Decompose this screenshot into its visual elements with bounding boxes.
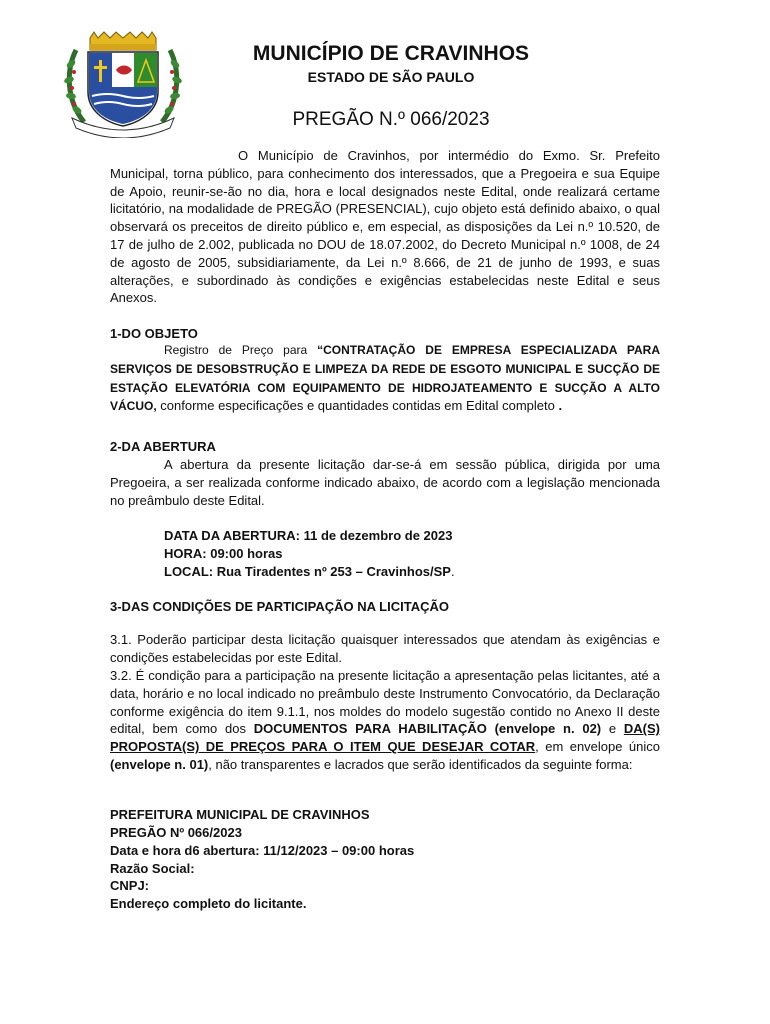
- opening-local-text: LOCAL: Rua Tiradentes nº 253 – Cravinhos/SP: [164, 564, 451, 579]
- item-3-2-text-a: 3.2. É condição para a participação na presente licitação a apresentação pelas licitantes, até a data, horário e no local indicado no preâmbulo deste Instrumento Convocatório, da Declaração conforme exigência do item 9.1.1, nos moldes do modelo sugestão contido no Anexo II deste edital, bem como dos: [110, 668, 660, 737]
- price-proposals: DA(S) PROPOSTA(S) DE PREÇOS PARA O ITEM QUE DESEJAR COTAR: [110, 721, 660, 755]
- envelope-line-5: CNPJ:: [110, 878, 150, 893]
- envelope-line-3: Data e hora d6 abertura: 11/12/2023 – 09:00 horas: [110, 843, 415, 858]
- envelope-line-6: Endereço completo do licitante.: [110, 896, 307, 911]
- municipality-title: MUNICÍPIO DE CRAVINHOS: [252, 42, 530, 65]
- envelope-number: (envelope n. 01): [110, 756, 209, 772]
- item-3-2-text-g: , não transparentes e lacrados que serão identificados da seguinte forma:: [208, 756, 633, 772]
- opening-paragraph: A abertura da presente licitação dar-se-á em sessão pública, dirigida por uma Pregoeira, a ser realizada conforme indicado abaixo, de acordo com a legislação mencionada no preâmbulo deste Edital.: [110, 457, 660, 508]
- section-3-heading: 3-DAS CONDIÇÕES DE PARTICIPAÇÃO NA LICITAÇÃO: [110, 599, 449, 614]
- state-subtitle: ESTADO DE SÃO PAULO: [307, 69, 475, 85]
- opening-hour: HORA: 09:00 horas: [164, 546, 283, 561]
- section-2-heading: 2-DA ABERTURA: [110, 439, 216, 454]
- opening-local-end: .: [450, 564, 455, 579]
- object-paragraph: [110, 341, 660, 416]
- municipal-crest-logo: [62, 30, 184, 138]
- intro-paragraph: O Município de Cravinhos, por intermédio do Exmo. Sr. Prefeito Municipal, torna público, para conhecimento dos interessados, que a Pregoeira e sua Equipe de Apoio, reunir-se-ão no dia, hora e local designados neste Edital, onde realizará certame licitatório, na modalidade de PREGÃO (PRESENCIAL), cujo objeto está definido abaixo, o qual observará os preceitos de direito público e, em especial, as disposições da Lei n.º 10.520, de 17 de julho de 2.002, publicada no DOU de 18.07.2002, do Decreto Municipal n.º 1008, de 24 de agosto de 2005, subsidiariamente, da Lei n.º 8.666, de 21 de junho de 1993, e suas alterações, e subordinado às condições e exigências estabelecidas neste Edital e seus Anexos.: [110, 148, 660, 306]
- habilitacao-docs: DOCUMENTOS PARA HABILITAÇÃO (envelope n. 02): [253, 721, 602, 737]
- envelope-line-2: PREGÃO Nº 066/2023: [110, 825, 242, 840]
- item-3-1: 3.1. Poderão participar desta licitação quaisquer interessados que atendam às exigências e condições estabelecidas por este Edital.: [110, 632, 660, 665]
- envelope-line-4: Razão Social:: [110, 861, 195, 876]
- opening-date: DATA DA ABERTURA: 11 de dezembro de 2023: [164, 528, 453, 543]
- envelope-line-1: PREFEITURA MUNICIPAL DE CRAVINHOS: [110, 807, 370, 822]
- section-1-heading: 1-DO OBJETO: [110, 326, 198, 341]
- object-tail: conforme especificações e quantidades contidas em Edital completo: [156, 398, 555, 414]
- opening-local: [164, 564, 455, 579]
- object-description: “CONTRATAÇÃO DE EMPRESA ESPECIALIZADA PARA SERVIÇOS DE DESOBSTRUÇÃO E LIMPEZA DA REDE DE ESGOTO MUNICIPAL E SUCÇÃO DE ESTAÇÃO ELEVATÓRIA COM EQUIPAMENTO DE HIDROJATEAMENTO E SUCÇÃO A ALTO VÁCUO,: [110, 343, 660, 414]
- pregao-number: PREGÃO N.º 066/2023: [292, 109, 490, 130]
- item-3-2-text-e: , em envelope único: [535, 739, 661, 755]
- item-3-2: [110, 667, 660, 774]
- object-end: .: [554, 398, 563, 414]
- object-lead: Registro de Preço para: [164, 343, 318, 357]
- item-3-2-text-c: e: [601, 721, 624, 737]
